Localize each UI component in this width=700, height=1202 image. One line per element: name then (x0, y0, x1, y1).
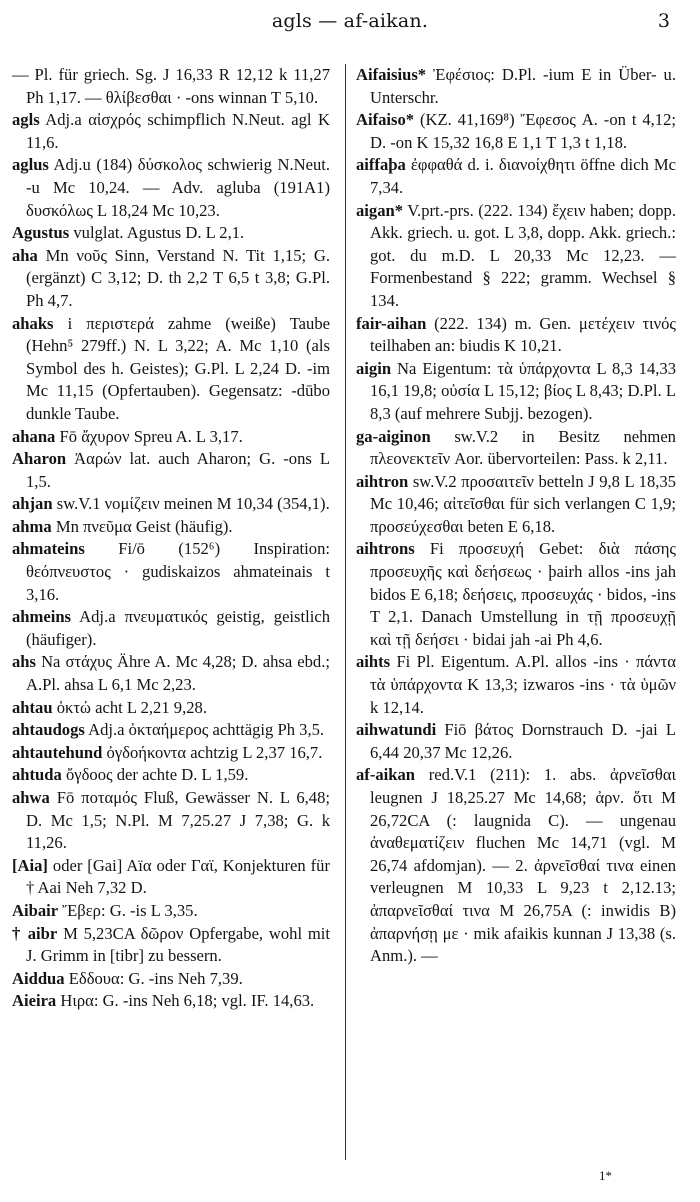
entry-headword: ahmeins (12, 607, 72, 627)
dictionary-entry (356, 538, 676, 651)
entry-definition: sw.V.2 προσαιτεῖν betteln J 9,8 L 18,35 Mc 10,46; αἰτεῖσθαι für sich verlangen C 1,9; προσεύχεσθαι beten E 6,18. (370, 471, 676, 536)
entry-headword: † aibr (12, 923, 58, 943)
entry-headword: ahaks (12, 313, 54, 333)
entry-headword: af-aikan (356, 765, 416, 785)
entry-definition: ὄγδοος der achte D. L 1,59. (65, 765, 249, 785)
dictionary-entry (12, 154, 330, 222)
entry-definition: Ἐφέσιος: D.Pl. -ium E in Über- u. Unterschr. (370, 65, 676, 107)
entry-headword: Aifaiso* (356, 110, 415, 130)
entry-headword: aihtron (356, 471, 409, 491)
entry-definition: — Pl. für griech. Sg. J 16,33 R 12,12 k 11,27 Ph 1,17. — θλίβεσθαι · -ons winnan T 5,10. (12, 65, 330, 107)
entry-headword: aigin (356, 358, 392, 378)
dictionary-entry (12, 426, 330, 449)
entry-definition: Adj.u (184) δύσκολος schwierig N.Neut. -u Mc 10,24. — Adv. agluba (191A1) δυσκόλως L 18,24 Mc 10,23. (26, 155, 331, 220)
dictionary-entry (12, 538, 330, 606)
entry-definition: Fō ἄχυρον Spreu A. L 3,17. (59, 426, 243, 446)
entry-definition: Fi/ō (152⁶) Inspiration: θεόπνευστος · gudiskaizos ahmateinais t 3,16. (26, 539, 330, 604)
entry-definition: Fiō βάτος Dornstrauch D. -jai L 6,44 20,37 Mc 12,26. (370, 720, 676, 762)
entry-definition: ἐφφαθά d. i. διανοίχθητι öffne dich Mc 7,34. (370, 155, 676, 197)
dictionary-entry (356, 471, 676, 539)
dictionary-entry (12, 900, 330, 923)
entry-definition: Fi προσευχή Gebet: διὰ πάσης προσευχῆς καὶ δεήσεως · þairh allos -ins jah bidos E 6,18; δεήσεις, προσευχάς · bidos, -ins T 2,1. Danach Umstellung in τῇ προσευχῇ καὶ τῇ δεήσει · bidai jah -ai Ph 4,6. (370, 539, 676, 649)
entry-headword: aglus (12, 155, 49, 175)
entry-headword: aihtrons (356, 539, 415, 559)
entry-definition: Fō ποταμός Fluß, Gewässer N. L 6,48; D. Mc 1,5; N.Pl. M 7,25.27 J 7,38; G. k 11,26. (26, 788, 331, 853)
entry-headword: aigan* (356, 200, 404, 220)
entry-definition: Adj.a ὀκταήμερος achttägig Ph 3,5. (88, 720, 325, 740)
entry-definition: red.V.1 (211): 1. abs. ἀρνεῖσθαι leugnen J 18,25.27 Mc 14,68; ἀρν. ὅτι M 26,72CA (: laugnida C). — ungenau ἀναθεματίζειν fluchen Mc 14,71 (vgl. M 26,74 afdomjan). — 2. ἀρνεῖσθαί τινα einen verleugnen M 10,33 L 9,23 t 2,12.13; ἀπαρνεῖσθαί τινα M 26,75A (: inwidis B) ἀπαρνήσῃ με · mik afaikis kunnan J 13,38 (s. Anm.). — (370, 765, 676, 966)
dictionary-entry (356, 426, 676, 471)
entry-definition: Fi Pl. Eigentum. A.Pl. allos -ins · πάντα τὰ ὑπάρχοντα K 13,3; izwaros -ins · τὰ ὑμῶν k 12,14. (370, 652, 676, 717)
entry-definition: Adj.a πνευματικός geistig, geistlich (häufiger). (26, 607, 330, 649)
dictionary-entry (356, 719, 676, 764)
entry-definition: Ἀαρών lat. auch Aharon; G. -ons L 1,5. (26, 449, 331, 491)
entry-headword: Aiddua (12, 968, 65, 988)
column-divider (345, 64, 346, 1160)
page-number: 3 (657, 10, 670, 32)
entry-headword: Aifaisius* (356, 65, 427, 84)
entry-definition: Mn πνεῦμα Geist (häufig). (55, 516, 233, 536)
entry-headword: aihts (356, 652, 391, 672)
entry-definition: sw.V.1 νομίζειν meinen M 10,34 (354,1). (56, 494, 330, 514)
entry-headword: ahs (12, 652, 36, 672)
entry-headword: ahtau (12, 697, 53, 717)
signature-mark: 1* (599, 1168, 612, 1183)
right-column (356, 64, 676, 968)
entry-headword: Aieira (12, 991, 57, 1011)
dictionary-entry (12, 855, 330, 900)
dictionary-entry (12, 64, 330, 109)
dictionary-entry (12, 990, 330, 1013)
entry-definition: (222. 134) m. Gen. μετέχειν τινός teilhaben an: biudis K 10,21. (370, 313, 676, 356)
dictionary-entry (12, 448, 330, 493)
dictionary-entry (356, 109, 676, 154)
entry-definition: sw.V.2 in Besitz nehmen πλεονεκτεῖν Aor. übervorteilen: Pass. k 2,11. (370, 426, 676, 469)
running-head: agls — af-aikan. (271, 10, 429, 32)
dictionary-entry (12, 606, 330, 651)
entry-headword: [Aia] (12, 855, 48, 875)
dictionary-entry (356, 154, 676, 199)
entry-headword: ahtaudogs (12, 720, 85, 740)
dictionary-entry (12, 764, 330, 787)
dictionary-entry (12, 719, 330, 742)
entry-headword: ahjan (12, 494, 53, 514)
entry-definition: Εδδουα: G. -ins Neh 7,39. (68, 968, 243, 988)
dictionary-entry (12, 787, 330, 855)
entry-headword: agls (12, 110, 40, 130)
dictionary-entry (12, 245, 330, 313)
dictionary-entry (12, 109, 330, 154)
left-column (12, 64, 330, 1013)
dictionary-entry (12, 697, 330, 720)
dictionary-entry (12, 313, 330, 426)
dictionary-entry (12, 968, 330, 991)
dictionary-entry (12, 742, 330, 765)
entry-definition: i περιστερά zahme (weiße) Taube (Hehn⁵ 279ff.) N. L 3,22; A. Mc 1,10 (als Symbol des h. Geistes); G.Pl. L 2,24 D. -im Mc 11,15 (Opfertauben). Gegensatz: -dūbo dunkle Taube. (26, 313, 331, 423)
dictionary-entry (356, 764, 676, 967)
entry-headword: ga-aiginon (356, 426, 431, 446)
entry-definition: (KZ. 41,169⁸) Ἔφεσος A. -on t 4,12; D. -on K 15,32 16,8 E 1,1 T 1,3 t 1,18. (370, 110, 676, 152)
entry-definition: V.prt.-prs. (222. 134) ἔχειν haben; dopp. Akk. griech. u. got. L 3,8, dopp. Akk. griech.: got. du m.D. L 20,33 Mc 12,23. — Formenbestand § 222; gramm. Wechsel § 134. (370, 200, 676, 310)
entry-headword: Agustus (12, 223, 70, 243)
dictionary-entry (356, 64, 676, 109)
entry-definition: Mn νοῦς Sinn, Verstand N. Tit 1,15; G. (ergänzt) C 3,12; D. th 2,2 T 6,5 t 3,8; G.Pl. Ph 4,7. (26, 245, 331, 310)
entry-definition: vulglat. Agustus D. L 2,1. (73, 223, 245, 243)
entry-headword: aiffaþa (356, 155, 406, 175)
dictionary-entry (356, 313, 676, 358)
dictionary-entry (12, 923, 330, 968)
entry-headword: Aibair (12, 900, 59, 920)
entry-headword: ahtautehund (12, 742, 103, 762)
dictionary-entry (356, 651, 676, 719)
entry-headword: ahana (12, 426, 56, 446)
entry-definition: Na Eigentum: τὰ ὑπάρχοντα L 8,3 14,33 16,1 19,8; οὐσία L 15,12; βίος L 8,43; D.Pl. L 8,3 (auf mehrere Subjj. bezogen). (370, 358, 676, 423)
entry-definition: ὀκτώ acht L 2,21 9,28. (56, 697, 207, 717)
entry-headword: Aharon (12, 449, 67, 469)
dictionary-entry (356, 200, 676, 313)
dictionary-entry (12, 651, 330, 696)
entry-headword: ahwa (12, 788, 50, 807)
entry-headword: aihwatundi (356, 720, 437, 740)
entry-headword: ahma (12, 516, 52, 536)
entry-definition: Ἔβερ: G. -is L 3,35. (62, 900, 198, 920)
entry-definition: Na στάχυς Ähre A. Mc 4,28; D. ahsa ebd.; A.Pl. ahsa L 6,1 Mc 2,23. (26, 652, 330, 695)
entry-definition: oder [Gai] Aïα oder Γαϊ, Konjekturen für † Aai Neh 7,32 D. (26, 855, 331, 898)
entry-definition: ὀγδοήκοντα achtzig L 2,37 16,7. (106, 742, 323, 762)
dictionary-entry (12, 222, 330, 245)
dictionary-entry (12, 493, 330, 516)
dictionary-entry (356, 358, 676, 426)
entry-definition: M 5,23CA δῶρον Opfergabe, wohl mit J. Grimm in [tibr] zu bessern. (26, 923, 330, 966)
entry-headword: aha (12, 245, 38, 265)
dictionary-entry (12, 516, 330, 539)
entry-headword: ahtuda (12, 765, 62, 785)
entry-headword: fair-aihan (356, 313, 427, 333)
entry-definition: Adj.a αἰσχρός schimpflich N.Neut. agl K 11,6. (26, 110, 331, 152)
entry-definition: Ηιρα: G. -ins Neh 6,18; vgl. IF. 14,63. (60, 991, 315, 1011)
entry-headword: ahmateins (12, 539, 85, 559)
